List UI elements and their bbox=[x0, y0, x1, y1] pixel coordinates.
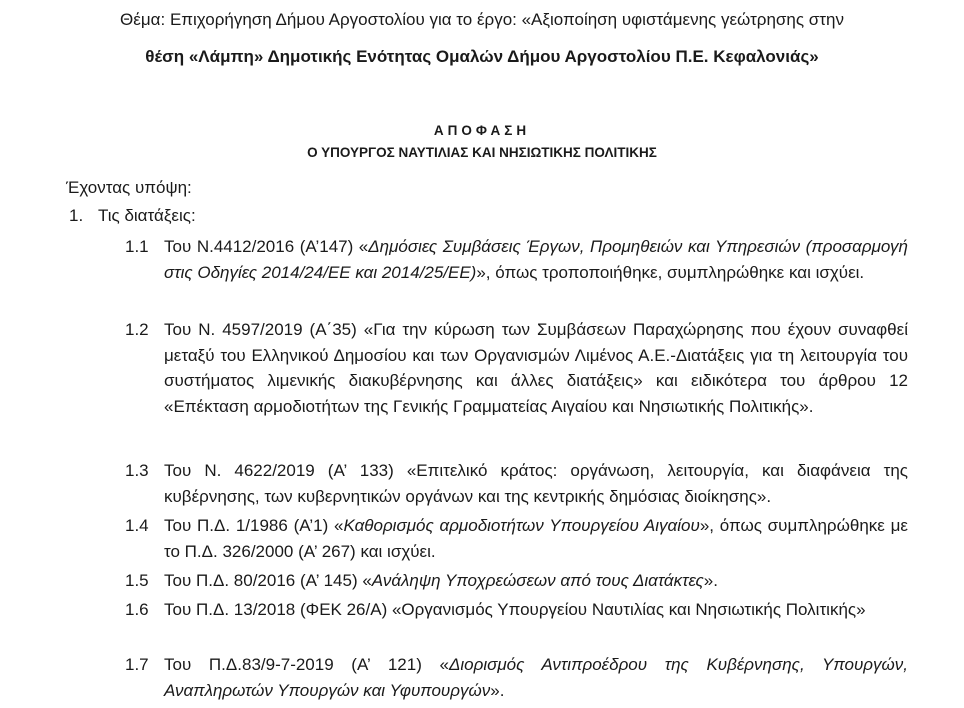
subject-line-2: θέση «Λάμπη» Δημοτικής Ενότητας Ομαλών Δήμου Αργοστολίου Π.Ε. Κεφαλονιάς» bbox=[145, 47, 819, 66]
sub-item-1-6 bbox=[125, 597, 908, 623]
text-run: ». bbox=[490, 680, 505, 700]
sub-item-number: 1.4 bbox=[125, 516, 149, 535]
subject-label: Θέμα: bbox=[120, 10, 166, 29]
text-run: », όπως τροποποιήθηκε, συμπληρώθηκε και ισχύει. bbox=[476, 262, 865, 282]
sub-item-1-4 bbox=[125, 513, 908, 564]
sub-item-text bbox=[164, 568, 908, 594]
decision-subtitle: Ο ΥΠΟΥΡΓΟΣ ΝΑΥΤΙΛΙΑΣ ΚΑΙ ΝΗΣΙΩΤΙΚΗΣ ΠΟΛΙΤΙΚΗΣ bbox=[307, 145, 657, 160]
text-run: Του Π.Δ.83/9-7-2019 (Α’ 121) « bbox=[164, 655, 449, 674]
sub-item-text bbox=[164, 597, 908, 623]
sub-item-text bbox=[164, 458, 908, 509]
sub-item-text bbox=[164, 513, 908, 564]
list-item-text: Τις διατάξεις: bbox=[98, 206, 196, 225]
sub-item-1-5 bbox=[125, 568, 908, 594]
text-run: », όπως συμπληρώθηκε με το Π.Δ. 326/2000 (Α’ 267) και ισχύει. bbox=[164, 516, 908, 561]
italic-run: Ανάληψη Υποχρεώσεων από τους Διατάκτες bbox=[371, 571, 704, 590]
italic-run: Δημόσιες Συμβάσεις Έργων, Προμηθειών και Υπηρεσιών (προσαρμογή στις Οδηγίες 2014/24/ΕΕ και 2014/25/ΕΕ) bbox=[164, 237, 908, 282]
subject-text-1: Επιχορήγηση Δήμου Αργοστολίου για το έργο: «Αξιοποίηση υφιστάμενης γεώτρησης στην bbox=[169, 10, 844, 29]
sub-item-1-2 bbox=[125, 317, 908, 419]
text-run: Του Ν. 4622/2019 (Α’ 133) «Επιτελικό κράτος: οργάνωση, λειτουργία, και διαφάνεια της κυβέρνησης, των κυβερνητικών οργάνων και της κεντρικής δημόσιας διοίκησης». bbox=[164, 461, 908, 506]
text-run: Του Π.Δ. 80/2016 (Α’ 145) « bbox=[164, 571, 372, 590]
text-run: Του Ν. 4597/2019 (Α΄35) «Για την κύρωση των Συμβάσεων Παραχώρησης που έχουν συναφθεί μεταξύ του Ελληνικού Δημοσίου και των Οργανισμών Λιμένος Α.Ε.-Διατάξεις για τη λειτουργία του συστήματος λιμενικής διακυβέρνησης και άλλες διατάξεις» και ειδικότερα του άρθρου 12 «Επέκταση αρμοδιοτήτων της Γενικής Γραμματείας Αιγαίου και Νησιωτικής Πολιτικής». bbox=[164, 320, 908, 416]
italic-run: Καθορισμός αρμοδιοτήτων Υπουργείου Αιγαίου bbox=[343, 516, 700, 535]
sub-item-number: 1.3 bbox=[125, 461, 149, 480]
sub-item-text bbox=[164, 317, 908, 419]
text-run: Του Ν.4412/2016 (Α’147) « bbox=[164, 237, 369, 256]
sub-item-number: 1.5 bbox=[125, 571, 149, 590]
italic-run: Διορισμός Αντιπροέδρου της Κυβέρνησης, Υπουργών, Αναπληρωτών Υπουργών και Υφυπουργών bbox=[164, 655, 908, 700]
sub-item-text bbox=[164, 652, 908, 703]
sub-item-number: 1.1 bbox=[125, 237, 149, 256]
considering-heading: Έχοντας υπόψη: bbox=[66, 178, 192, 197]
text-run: Του Π.Δ. 13/2018 (ΦΕΚ 26/Α) «Οργανισμός Υπουργείου Ναυτιλίας και Νησιωτικής Πολιτικής» bbox=[164, 600, 866, 619]
sub-item-text bbox=[164, 234, 908, 285]
sub-item-number: 1.6 bbox=[125, 600, 149, 619]
sub-item-1-3 bbox=[125, 458, 908, 509]
text-run: ». bbox=[703, 571, 718, 590]
list-item-1 bbox=[69, 205, 196, 227]
text-run: Του Π.Δ. 1/1986 (Α’1) « bbox=[164, 516, 344, 535]
sub-item-number: 1.7 bbox=[125, 655, 149, 674]
list-item-number: 1. bbox=[69, 206, 84, 225]
subject-line-1 bbox=[60, 10, 904, 30]
sub-item-1-1 bbox=[125, 234, 908, 285]
sub-item-1-7 bbox=[125, 652, 908, 703]
sub-item-number: 1.2 bbox=[125, 320, 149, 339]
decision-title: ΑΠΟΦΑΣΗ bbox=[433, 123, 531, 138]
